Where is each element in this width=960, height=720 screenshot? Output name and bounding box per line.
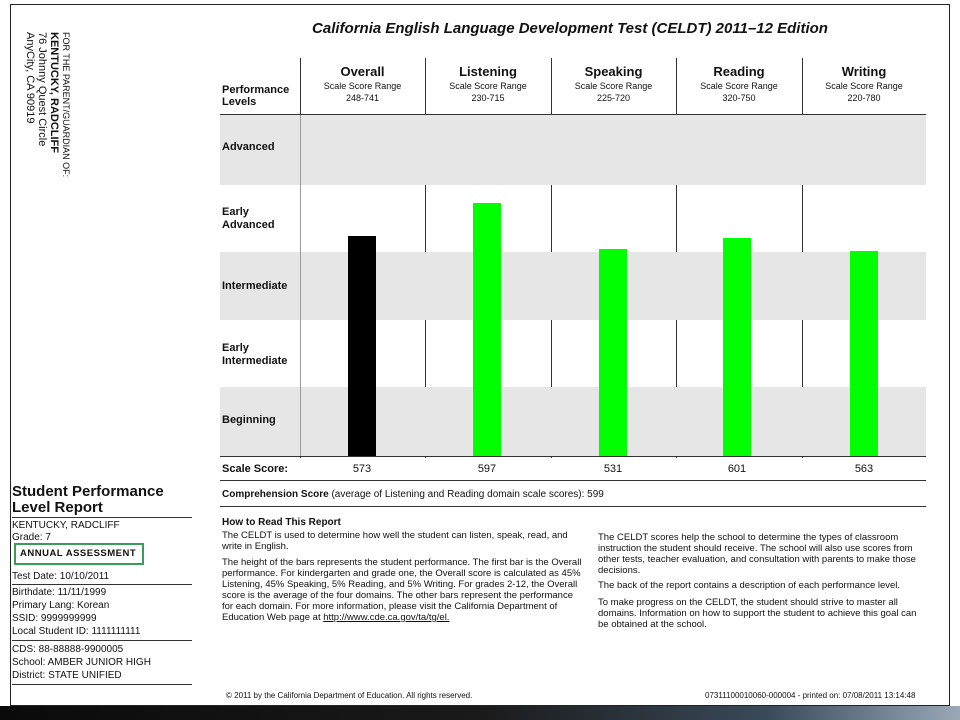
divider: [220, 506, 926, 507]
address-street: 76 Johnny Quest Circle: [36, 32, 48, 147]
student-report-title: Student Performance Level Report: [12, 483, 164, 516]
local-student-id: Local Student ID: 1111111111: [12, 626, 141, 637]
ssid: SSID: 9999999999: [12, 613, 97, 624]
scale-score-label: Scale Score:: [222, 463, 289, 475]
student-grade: Grade: 7: [12, 532, 51, 543]
score-bar-writing: [850, 251, 878, 456]
test-date: Test Date: 10/10/2011: [12, 571, 110, 582]
student-name: KENTUCKY, RADCLIFF: [12, 520, 120, 531]
band-intermediate: [220, 252, 926, 320]
level-label-beginning: Beginning: [222, 414, 276, 426]
district: District: STATE UNIFIED: [12, 670, 122, 681]
school: School: AMBER JUNIOR HIGH: [12, 657, 151, 668]
score-bar-overall: [348, 236, 376, 456]
report-title: California English Language Development Test (CELDT) 2011–12 Edition: [312, 20, 828, 37]
how-to-read-p3: The CELDT scores help the school to determine the types of classroom instruction the student should receive. The school will also use scores from other tests, teacher evaluation, and consultation with parents to make those decisions.: [598, 532, 916, 576]
scale-score-reading: 601: [727, 463, 747, 475]
score-bar-reading: [723, 238, 751, 456]
slide-bottom-bar: [0, 706, 960, 720]
level-label-intermediate: Intermediate: [222, 280, 288, 292]
address-city: AnyCity, CA 90919: [24, 32, 36, 124]
band-early-intermediate: [220, 320, 926, 387]
divider: [12, 584, 192, 585]
scale-score-overall: 573: [352, 463, 372, 475]
scale-score-writing: 563: [854, 463, 874, 475]
address-name: KENTUCKY, RADCLIFF: [48, 32, 60, 153]
cds: CDS: 88-88888-9900005: [12, 644, 124, 655]
score-bar-speaking: [599, 249, 627, 456]
performance-levels-label: Performance Levels: [222, 84, 290, 108]
column-header-overall: Overall Scale Score Range 248-741: [323, 64, 402, 103]
score-bar-listening: [473, 203, 501, 456]
column-header-listening: Listening Scale Score Range 230-715: [449, 64, 527, 103]
column-header-reading: Reading Scale Score Range 320-750: [700, 64, 778, 103]
divider: [12, 684, 192, 685]
divider: [220, 480, 926, 481]
how-to-read-p4: The back of the report contains a description of each performance level.: [598, 580, 901, 591]
level-label-early-intermediate: Early Intermediate: [222, 342, 288, 367]
address-for-label: FOR THE PARENT/GUARDIAN OF:: [61, 32, 71, 178]
primary-language: Primary Lang: Korean: [12, 600, 110, 611]
divider: [12, 640, 192, 641]
annual-assessment-badge: ANNUAL ASSESSMENT: [14, 543, 144, 565]
how-to-read-p2: The height of the bars represents the student performance. The first bar is the Overall performance. For kindergarten and grade one, the Overall score is calculated as 45% Listening, 45% Speaking, 5% Reading, and 5% Writing. For grades 2-12, the Overall score is the average of the four domains. The other bars represent the performance for each domain. For more information, please visit the California Department of Education Web page at http://www.cde.ca.gov/ta/tg/el.: [222, 557, 582, 623]
column-divider: [300, 115, 301, 456]
mailing-address: [24, 32, 72, 252]
how-to-read-title: How to Read This Report: [222, 517, 341, 528]
band-advanced: [220, 115, 926, 185]
divider: [12, 517, 192, 518]
chart-baseline: [220, 456, 926, 457]
band-early-advanced: [220, 185, 926, 252]
birthdate: Birthdate: 11/11/1999: [12, 587, 107, 598]
scale-score-speaking: 531: [603, 463, 623, 475]
column-header-speaking: Speaking Scale Score Range 225-720: [574, 64, 653, 103]
level-label-early-advanced: Early Advanced: [222, 206, 275, 231]
scale-score-listening: 597: [477, 463, 497, 475]
cde-web-link[interactable]: http://www.cde.ca.gov/ta/tg/el.: [323, 612, 450, 623]
comprehension-score: Comprehension Score (average of Listening and Reading domain scale scores): 599: [222, 489, 604, 500]
report-code: 07311100010060-000004 - printed on: 07/08/2011 13:14:48: [705, 691, 916, 700]
how-to-read-p5: To make progress on the CELDT, the student should strive to master all domains. Information on how to support the student to achieve this goal can be obtained at the school.: [598, 597, 917, 630]
how-to-read-p1: The CELDT is used to determine how well the student can listen, speak, read, and write in English.: [222, 530, 568, 552]
band-beginning: [220, 387, 926, 456]
copyright: © 2011 by the California Department of Education. All rights reserved.: [226, 691, 473, 700]
column-header-writing: Writing Scale Score Range 220-780: [825, 64, 903, 103]
level-label-advanced: Advanced: [222, 141, 275, 153]
